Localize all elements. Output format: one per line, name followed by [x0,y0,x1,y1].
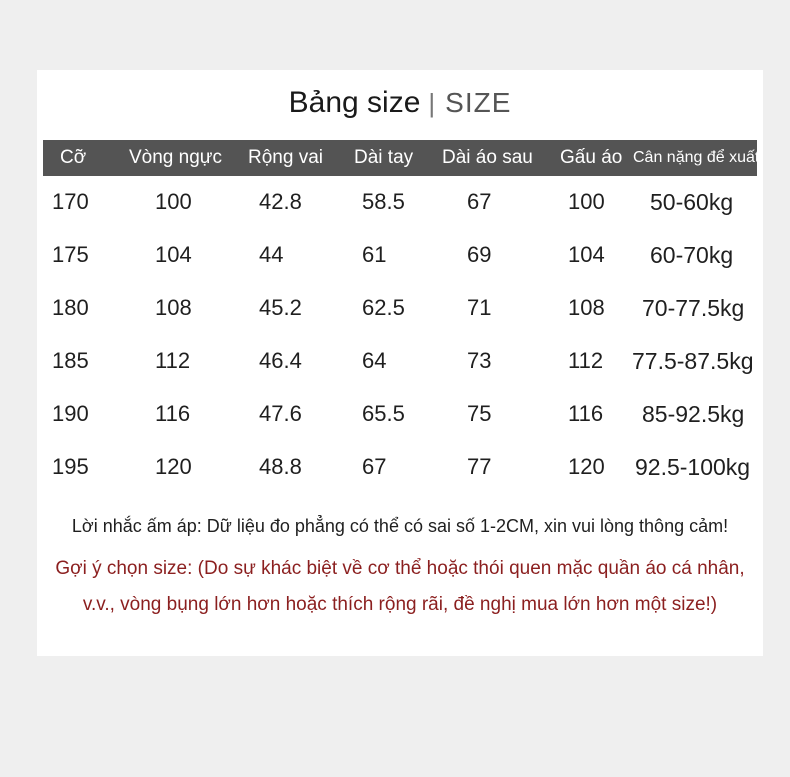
cell-back-length: 67 [467,189,492,214]
cell-sleeve: 58.5 [362,189,405,214]
page-title [37,86,763,120]
cell-weight: 92.5-100kg [635,454,751,480]
cell-hem: 108 [568,295,605,320]
cell-chest: 112 [155,348,191,373]
cell-shoulder: 42.8 [259,189,302,214]
size-chart-card [37,70,763,656]
header-shoulder: Rộng vai [248,147,323,168]
table-row [37,447,763,487]
cell-chest: 120 [155,454,192,479]
cell-back-length: 71 [467,295,492,320]
cell-weight: 50-60kg [650,189,734,215]
cell-sleeve: 64 [362,348,387,373]
cell-size: 180 [52,295,89,320]
cell-sleeve: 62.5 [362,295,405,320]
title-main: Bảng size [288,86,421,119]
cell-weight: 70-77.5kg [642,295,745,321]
cell-size: 185 [52,348,89,373]
cell-chest: 100 [155,189,192,214]
table-row [37,182,763,222]
header-size: Cỡ [60,147,87,168]
cell-hem: 116 [568,401,604,426]
cell-shoulder: 44 [259,242,284,267]
header-chest: Vòng ngực [129,147,223,168]
cell-sleeve: 67 [362,454,387,479]
table-header [43,140,760,176]
cell-hem: 104 [568,242,605,267]
header-hem: Gấu áo [560,147,623,168]
table-row [37,341,763,381]
cell-hem: 112 [568,348,604,373]
cell-weight: 85-92.5kg [642,401,745,427]
cell-shoulder: 47.6 [259,401,302,426]
cell-chest: 108 [155,295,192,320]
cell-hem: 100 [568,189,605,214]
cell-shoulder: 45.2 [259,295,302,320]
table-row [37,394,763,434]
cell-shoulder: 48.8 [259,454,302,479]
header-sleeve: Dài tay [354,147,414,168]
table-row [37,235,763,275]
cell-chest: 116 [155,401,191,426]
cell-back-length: 77 [467,454,492,479]
header-weight: Cân nặng để xuất [633,149,760,166]
title-separator: | [428,88,436,118]
cell-size: 190 [52,401,89,426]
cell-size: 175 [52,242,89,267]
cell-back-length: 75 [467,401,492,426]
table-row [37,288,763,328]
size-suggestion-line-1: Gợi ý chọn size: (Do sự khác biệt về cơ thể hoặc thói quen mặc quần áo cá nhân, [55,558,745,579]
cell-back-length: 73 [467,348,492,373]
cell-hem: 120 [568,454,605,479]
cell-back-length: 69 [467,242,492,267]
cell-sleeve: 65.5 [362,401,405,426]
cell-size: 170 [52,189,89,214]
header-back-length: Dài áo sau [442,147,533,168]
cell-chest: 104 [155,242,192,267]
measurement-tip: Lời nhắc ấm áp: Dữ liệu đo phẳng có thể có sai số 1-2CM, xin vui lòng thông cảm! [71,516,729,536]
cell-size: 195 [52,454,89,479]
cell-weight: 77.5-87.5kg [632,348,754,374]
cell-sleeve: 61 [362,242,387,267]
title-sub: SIZE [445,87,512,118]
size-suggestion-line-2: v.v., vòng bụng lớn hơn hoặc thích rộng rãi, đề nghị mua lớn hơn một size!) [82,594,718,615]
cell-weight: 60-70kg [650,242,734,268]
cell-shoulder: 46.4 [259,348,302,373]
